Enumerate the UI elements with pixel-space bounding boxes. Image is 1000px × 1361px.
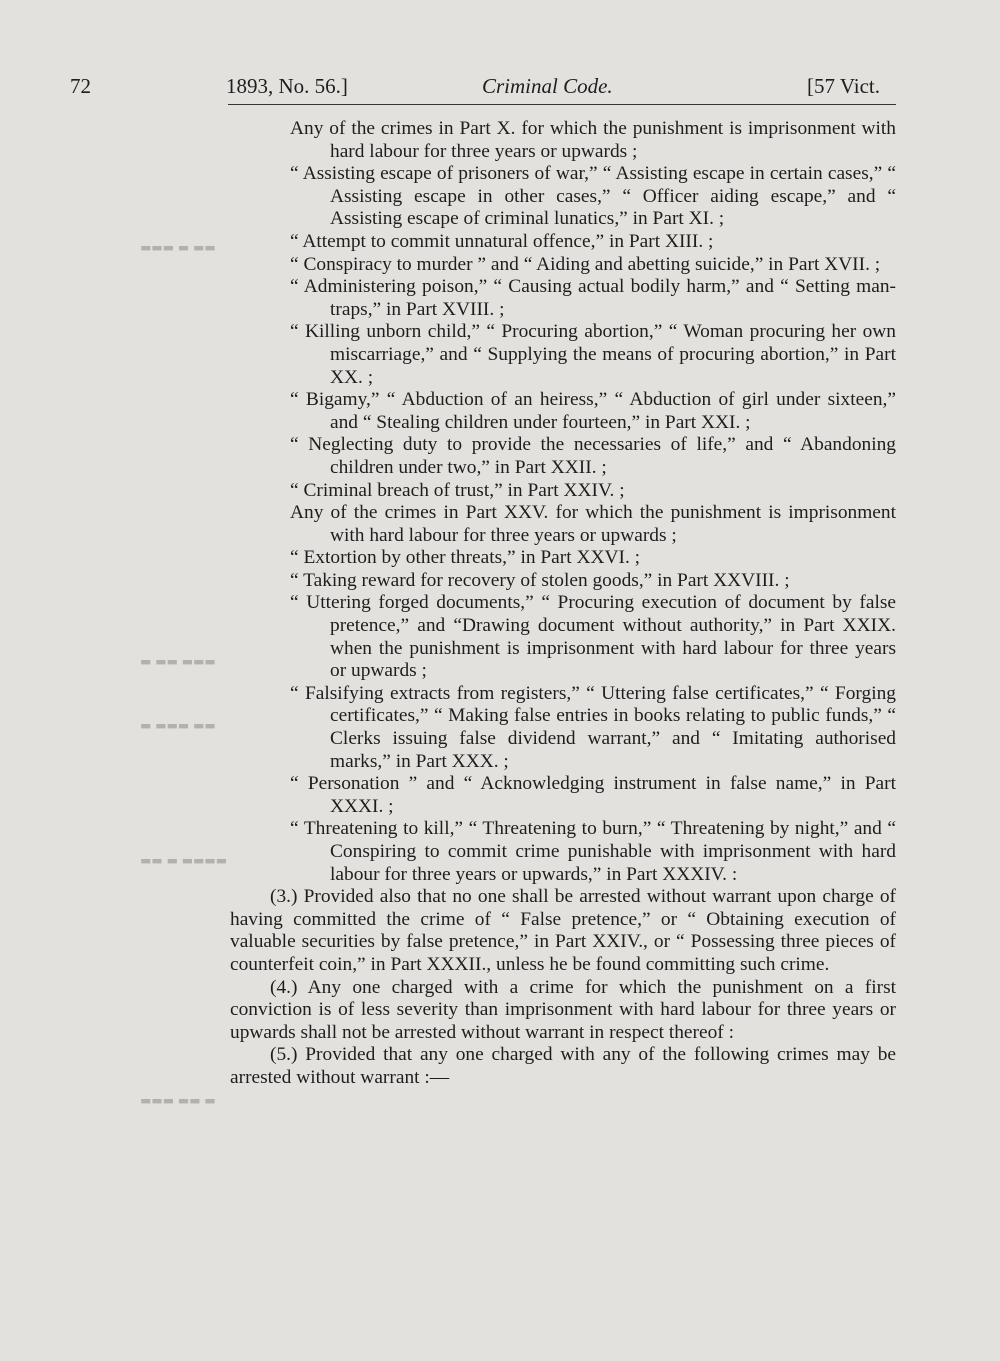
list-item: “ Attempt to commit unnatural offence,” in Part XIII. ; [290, 230, 714, 252]
list-item: Any of the crimes in Part XXV. for which the punishment is imprisonment with hard labour for three years or upwards ; [290, 502, 896, 546]
show-through-mark: ▬ ▬▬ ▬▬▬ [140, 1095, 216, 1109]
show-through-mark: ▬▬▬ ▬▬ ▬ [140, 656, 216, 670]
show-through-mark: ▬▬ ▬▬▬ ▬ [140, 720, 216, 734]
list-item: “ Extortion by other threats,” in Part XXVI. ; [290, 547, 641, 569]
list-item: Any of the crimes in Part X. for which the punishment is imprisonment with hard labour for three years or upwards ; [290, 118, 896, 162]
list-item: “ Assisting escape of prisoners of war,” “ Assisting escape in certain cases,” “ Assisting escape in other cases,” “ Officer aiding escape,” and “ Assisting escape of criminal lunatics,” in Part XI. ; [290, 163, 896, 230]
list-item: “ Personation ” and “ Acknowledging instrument in false name,” in Part XXXI. ; [290, 773, 896, 817]
statute-text [230, 118, 896, 1090]
header-rule [228, 104, 896, 105]
list-item: “ Criminal breach of trust,” in Part XXIV. ; [290, 479, 625, 501]
list-item: “ Conspiracy to murder ” and “ Aiding and abetting suicide,” in Part XVII. ; [290, 253, 881, 275]
show-through-mark: ▬▬ ▬ ▬▬▬ [140, 242, 216, 256]
list-item: “ Administering poison,” “ Causing actual bodily harm,” and “ Setting man-traps,” in Part XVIII. ; [290, 276, 896, 320]
act-reference: 1893, No. 56.] [226, 74, 348, 98]
subsection-4: (4.) Any one charged with a crime for which the punishment on a first conviction is of less severity than imprisonment with hard labour for three years or upwards shall not be arrested without warrant in respect thereof : [230, 976, 896, 1043]
subsection-3: (3.) Provided also that no one shall be arrested without warrant upon charge of having committed the crime of “ False pretence,” or “ Obtaining execution of valuable securities by false pretence,” in Part XXIV., or “ Possessing three pieces of counterfeit coin,” in Part XXXII., unless he be found committing such crime. [230, 886, 896, 975]
list-item: “ Taking reward for recovery of stolen goods,” in Part XXVIII. ; [290, 569, 790, 591]
list-item: “ Threatening to kill,” “ Threatening to burn,” “ Threatening by night,” and “ Conspiring to commit crime punishable with imprisonment with hard labour for three years or upwards,” in Part XXXIV. : [290, 818, 896, 885]
regnal-year: [57 Vict. [807, 74, 881, 98]
list-item: “ Neglecting duty to provide the necessaries of life,” and “ Abandoning children under two,” in Part XXII. ; [290, 434, 896, 478]
page-number: 72 [70, 74, 91, 98]
list-item: “ Bigamy,” “ Abduction of an heiress,” “ Abduction of girl under sixteen,” and “ Stealing children under fourteen,” in Part XXI. ; [290, 389, 896, 433]
list-item: “ Falsifying extracts from registers,” “ Uttering false certificates,” “ Forging certificates,” “ Making false entries in books relating to public funds,” “ Clerks issuing false dividend warrant,” and “ Imitating authorised marks,” in Part XXX. ; [290, 682, 896, 772]
running-title: Criminal Code. [482, 74, 613, 98]
list-item: “ Killing unborn child,” “ Procuring abortion,” “ Woman procuring her own miscarriage,” and “ Supplying the means of procuring abortion,” in Part XX. ; [290, 321, 896, 388]
running-header [0, 74, 1000, 104]
subsection-5: (5.) Provided that any one charged with any of the following crimes may be arrested without warrant :— [230, 1044, 896, 1088]
list-item: “ Uttering forged documents,” “ Procuring execution of document by false pretence,” and “Drawing document without authority,” in Part XXIX. when the punishment is imprisonment with hard labour for three years or upwards ; [290, 592, 896, 682]
show-through-mark: ▬▬▬▬ ▬ ▬▬ [140, 855, 227, 869]
